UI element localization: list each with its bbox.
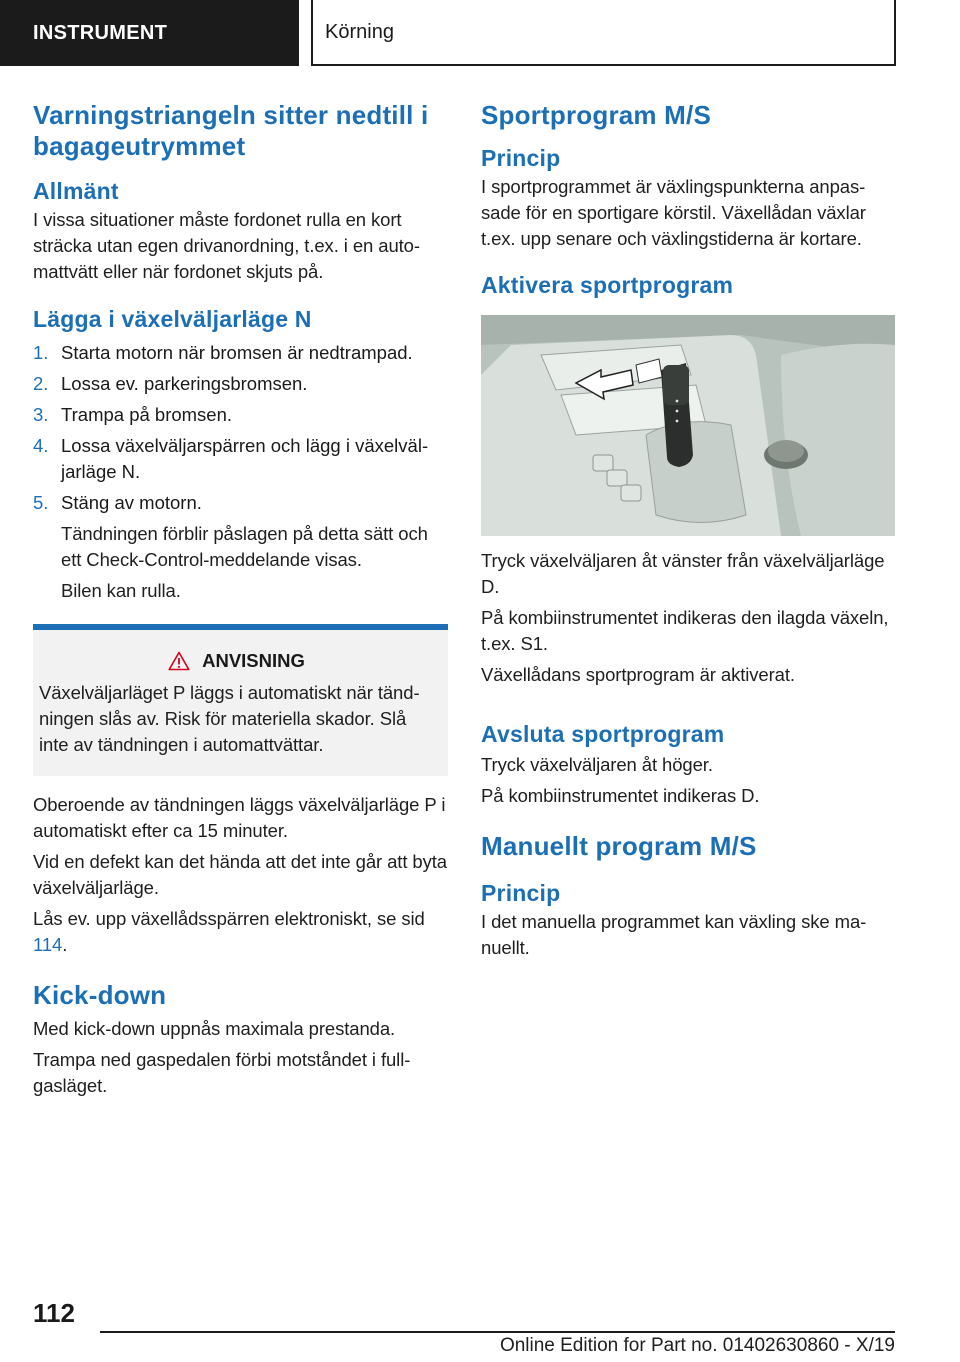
warning-box [33,624,448,776]
warning-triangle-heading: Varningstriangeln sitter nedtill i bagageutrymmet [33,100,429,161]
activate-text: Tryck växelväljaren åt vänster från växelväljarläge D. [481,550,885,597]
activate-text: På kombiinstrumentet indikeras den ilagda växeln, t.ex. S1. [481,607,889,654]
end-sport-text: Tryck växelväljaren åt höger. [481,754,713,775]
list-item [33,340,448,366]
page-reference-link[interactable]: 114 [33,934,63,955]
sport-program-heading: Sportprogram M/S [481,100,711,130]
auto-park-text: Oberoende av tändningen läggs växelväljarläge P i automatiskt efter ca 15 minuter. [33,794,446,841]
manual-text: I det manuella programmet kan växling ske manuellt. [481,911,867,958]
unlock-text [33,906,448,958]
step-text: Lossa ev. parkeringsbromsen. [61,373,308,394]
warning-text: Växelväljarläget P läggs i automatiskt när tändningen slås av. Risk för materiella skador. Slå inte av tändningen i automattvättar. [39,682,420,755]
end-sport-heading: Avsluta sportprogram [481,721,725,747]
activate-heading: Aktivera sportprogram [481,272,734,298]
list-item [33,371,448,397]
step-text: Trampa på bromsen. [61,404,233,425]
header-chapter-label: Körning [325,20,394,43]
list-item [33,490,448,516]
gear-selector-photo [481,315,895,536]
footer-divider [100,1331,895,1333]
step-number: 1. [33,342,49,363]
neutral-steps-list [33,340,448,516]
kickdown-text: Trampa ned gaspedalen förbi motståndet i fullgasläget. [33,1049,411,1096]
list-item [33,433,448,485]
warning-triangle-icon [168,651,190,671]
header-section-label: INSTRUMENT [33,21,168,44]
page-number: 112 [33,1298,75,1328]
step-text: Lossa växelväljarspärren och lägg i växelväljarläge N. [61,435,429,482]
step5-note: Bilen kan rulla. [61,580,181,601]
kickdown-text: Med kick-down uppnås maximala prestanda. [33,1018,396,1039]
activate-text: Växellådans sportprogram är aktiverat. [481,664,795,685]
step-number: 2. [33,373,49,394]
warning-title-text: ANVISNING [202,650,305,671]
unlock-text-start: Lås ev. upp växellådsspärren elektroniskt, se sid [33,908,425,929]
step-text: Starta motorn när bromsen är nedtrampad. [61,342,413,363]
header-chapter-tab [311,0,896,66]
allmant-text: I vissa situationer måste fordonet rulla en kort sträcka utan egen drivanordning, t.ex. i en automattvätt eller när fordonet skjuts på. [33,209,421,282]
princip-text: I sportprogrammet är växlingspunkterna anpassade för en sportigare körstil. Växellådan växlar t.ex. upp senare och växlingstiderna är kortare. [481,176,866,249]
end-sport-text: På kombiinstrumentet indikeras D. [481,785,760,806]
step-number: 4. [33,435,49,456]
header-section-tab [0,0,299,66]
manual-princip-heading: Princip [481,880,561,906]
manual-program-heading: Manuellt program M/S [481,831,757,861]
neutral-heading: Lägga i växelväljarläge N [33,306,312,332]
allmant-heading: Allmänt [33,178,119,204]
list-item [33,402,448,428]
unlock-text-end: . [62,934,68,955]
step-text: Stäng av motorn. [61,492,202,513]
step-number: 5. [33,492,49,513]
warning-title [39,650,434,672]
princip-heading: Princip [481,145,561,171]
kickdown-heading: Kick-down [33,980,167,1010]
edition-text: Online Edition for Part no. 01402630860 - X/19 [499,1335,895,1356]
step5-note: Tändningen förblir påslagen på detta sätt och ett Check-Control-meddelande visas. [61,523,428,570]
gear-selector-image [481,315,895,536]
right-column [481,100,895,961]
defect-text: Vid en defekt kan det hända att det inte går att byta växelväljarläge. [33,851,447,898]
step-number: 3. [33,404,49,425]
left-column [33,100,448,1099]
